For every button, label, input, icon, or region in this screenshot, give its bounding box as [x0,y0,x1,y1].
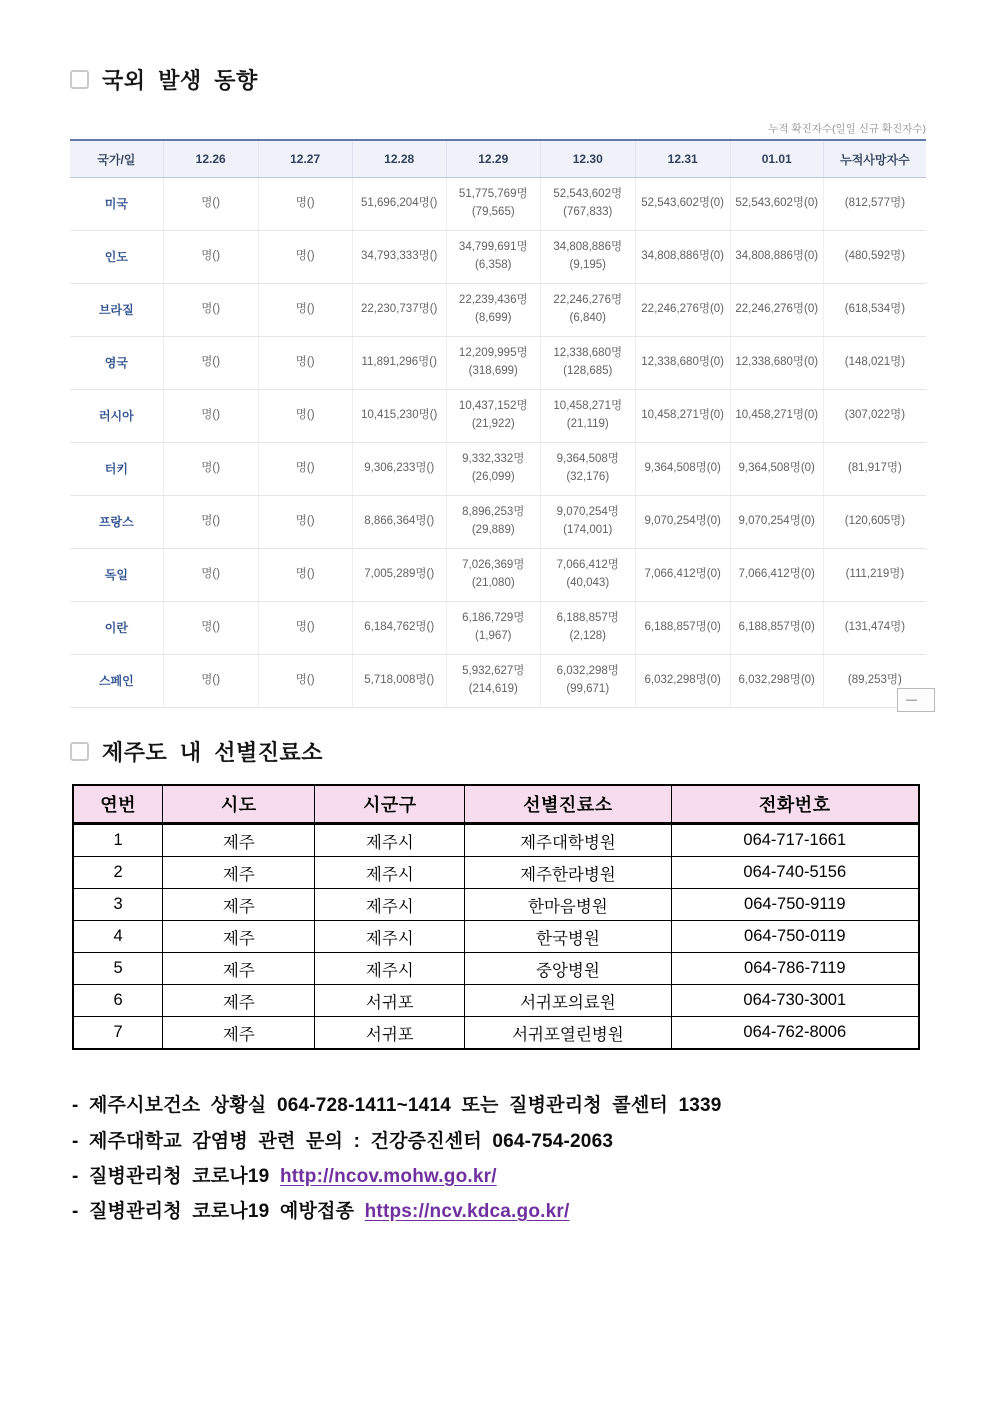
value-cell [540,231,635,284]
clinic-cell: 한마음병원 [465,889,671,921]
value-cell [635,655,730,708]
value-cell [352,231,446,284]
clinic-cell: 064-717-1661 [671,824,919,857]
value-cell [446,496,540,549]
checkbox-square-icon [70,742,89,761]
clinic-cell: 064-786-7119 [671,953,919,985]
clinic-cell: 서귀포열린병원 [465,1017,671,1050]
value-line: 52,543,602명(0) [735,197,819,210]
jeju-clinic-table-body [73,824,919,1050]
value-line: 51,696,204명() [361,197,438,210]
value-line: (6,840) [569,312,606,324]
table-row [73,953,919,985]
jeju-clinic-table [72,784,920,1050]
table-row [73,889,919,921]
section-overseas-title [70,64,258,95]
table-row [70,284,926,337]
value-cell [635,549,730,602]
value-cell [446,337,540,390]
value-cell [823,443,926,496]
clinic-cell: 서귀포의료원 [465,985,671,1017]
value-cell [352,178,446,231]
table-legend-note: 누적 확진자수(일일 신규 확진자수) [768,123,926,135]
value-line: 명() [201,409,221,422]
clinic-cell: 제주 [163,985,315,1017]
value-line: (318,699) [468,365,518,377]
value-line: 명() [201,197,221,210]
clinic-cell: 제주 [163,953,315,985]
value-line: 9,364,508명(0) [644,462,721,475]
country-cell: 이란 [70,602,163,655]
table-row [73,857,919,889]
value-line: 22,230,737명() [361,303,438,316]
table-row [70,549,926,602]
value-line: 명() [201,356,221,369]
value-line: (174,001) [563,524,613,536]
footnote-text: - 질병관리청 코로나19 [72,1166,280,1187]
value-cell [258,390,352,443]
overseas-column-header: 12.29 [446,140,540,178]
value-cell [540,390,635,443]
value-line: (21,119) [566,418,609,430]
value-line: 6,188,857명(0) [644,621,721,634]
jeju-column-header: 전화번호 [671,785,919,824]
value-line: 10,458,271명(0) [735,409,819,422]
clinic-cell: 6 [73,985,163,1017]
value-cell [823,284,926,337]
value-line: 6,032,298명 [556,665,619,678]
value-line: 명() [295,197,315,210]
value-cell [446,655,540,708]
country-cell: 스페인 [70,655,163,708]
value-line: 52,543,602명 [553,188,623,201]
jeju-column-header: 연번 [73,785,163,824]
country-cell: 미국 [70,178,163,231]
value-cell [635,602,730,655]
footnote-line [72,1161,497,1188]
clinic-cell: 064-740-5156 [671,857,919,889]
clinic-cell: 제주시 [315,953,465,985]
table-row [73,1017,919,1050]
clinic-cell: 제주시 [315,824,465,857]
value-cell [352,337,446,390]
value-cell [163,549,258,602]
table-row [70,231,926,284]
footnote-text: - 제주시보건소 상황실 064-728-1411~1414 또는 질병관리청 콜센터 1339 [72,1095,722,1116]
table-row [73,921,919,953]
value-line: 9,364,508명(0) [738,462,815,475]
value-line: (21,922) [471,418,515,430]
checkbox-square-icon [70,70,89,89]
value-cell [352,496,446,549]
value-line: 7,026,369명 [462,559,525,572]
value-line: 8,896,253명 [462,506,525,519]
value-cell [163,178,258,231]
clinic-cell: 한국병원 [465,921,671,953]
value-line: 명() [201,250,221,263]
value-cell [446,602,540,655]
value-cell [446,390,540,443]
value-cell [730,337,823,390]
value-cell [730,443,823,496]
value-cell [823,549,926,602]
value-line: 10,458,271명 [553,400,623,413]
value-cell [730,284,823,337]
value-cell [823,231,926,284]
clinic-cell: 제주 [163,921,315,953]
value-cell [352,549,446,602]
value-line: 명() [201,462,221,475]
clinic-cell: 제주대학병원 [465,824,671,857]
value-line: 5,718,008명() [364,674,435,687]
value-cell [635,337,730,390]
value-cell [446,549,540,602]
value-line: 명() [295,621,315,634]
clinic-cell: 중앙병원 [465,953,671,985]
value-line: 명() [295,568,315,581]
value-cell [730,231,823,284]
value-line: 7,005,289명() [364,568,435,581]
country-cell: 인도 [70,231,163,284]
value-line: 명() [295,250,315,263]
clinic-cell: 5 [73,953,163,985]
value-line: 12,338,680명 [553,347,623,360]
clinic-cell: 2 [73,857,163,889]
table-row [73,985,919,1017]
value-line: 34,808,886명 [553,241,623,254]
value-line: 6,186,729명 [462,612,525,625]
value-cell [635,178,730,231]
value-cell [823,178,926,231]
overseas-table-header [70,140,926,178]
value-line: 22,246,276명(0) [641,303,725,316]
footnote-link[interactable]: http://ncov.mohw.go.kr/ [279,1166,497,1187]
clinic-cell: 4 [73,921,163,953]
jeju-column-header: 선별진료소 [465,785,671,824]
value-cell [163,655,258,708]
value-line: (40,043) [566,577,610,589]
value-cell [823,337,926,390]
value-line: 12,338,680명(0) [735,356,819,369]
value-cell [163,443,258,496]
footnote-text: - 제주대학교 감염병 관련 문의 : 건강증진센터 064-754-2063 [72,1131,614,1152]
clinic-cell: 제주시 [315,889,465,921]
value-cell [446,443,540,496]
value-line: 10,437,152명 [458,400,528,413]
value-cell [258,496,352,549]
value-cell [163,231,258,284]
clinic-cell: 1 [73,824,163,857]
value-line: 51,775,769명 [458,188,528,201]
table-row [70,496,926,549]
value-line: (2,128) [569,630,606,642]
value-line: (8,699) [475,312,512,324]
footnote-line [72,1090,722,1117]
value-line: 22,246,276명(0) [735,303,819,316]
value-cell [540,655,635,708]
overseas-column-header: 12.26 [163,140,258,178]
value-line: (214,619) [468,683,518,695]
value-line: 10,415,230명() [361,409,438,422]
value-cell [258,284,352,337]
value-line: 12,209,995명 [458,347,528,360]
value-line: 명() [201,621,221,634]
table-row [70,443,926,496]
value-line: (480,592명) [844,250,906,263]
value-line: 6,032,298명(0) [738,674,815,687]
value-line: (148,021명) [844,356,906,369]
value-line: (89,253명) [847,674,902,687]
value-line: 34,808,886명(0) [735,250,819,263]
footnote-link[interactable]: https://ncv.kdca.go.kr/ [364,1201,570,1222]
value-line: (26,099) [471,471,515,483]
table-row [70,390,926,443]
value-cell [540,602,635,655]
footnote-line [72,1196,569,1223]
value-cell [163,390,258,443]
footnote-line [72,1126,613,1153]
value-line: (1,967) [475,630,512,642]
value-line: 9,070,254명 [556,506,619,519]
value-cell [823,390,926,443]
value-line: 7,066,412명(0) [738,568,815,581]
value-cell [823,602,926,655]
table-row [70,178,926,231]
value-cell [163,602,258,655]
section-overseas-title-text: 국외 발생 동향 [102,68,258,93]
value-line: 7,066,412명(0) [644,568,721,581]
value-cell [823,496,926,549]
value-cell [258,178,352,231]
value-line: (131,474명) [844,621,906,634]
value-cell [163,284,258,337]
value-cell [540,284,635,337]
jeju-clinic-table-header [73,785,919,824]
value-cell [730,655,823,708]
value-cell [258,549,352,602]
value-cell [258,443,352,496]
value-line: 52,543,602명(0) [641,197,725,210]
value-line: 명() [201,303,221,316]
value-cell [635,390,730,443]
table-row [70,337,926,390]
clinic-cell: 서귀포 [315,1017,465,1050]
country-cell: 영국 [70,337,163,390]
value-line: 5,932,627명 [462,665,525,678]
value-cell [352,390,446,443]
clinic-cell: 제주시 [315,921,465,953]
value-cell [352,602,446,655]
clinic-cell: 3 [73,889,163,921]
clinic-cell: 제주 [163,857,315,889]
clinic-cell: 064-762-8006 [671,1017,919,1050]
value-line: 34,808,886명(0) [641,250,725,263]
overseas-column-header: 12.28 [352,140,446,178]
value-cell [730,602,823,655]
value-line: 명() [201,674,221,687]
value-cell [352,655,446,708]
value-cell [540,549,635,602]
value-cell [540,178,635,231]
value-line: 9,364,508명 [556,453,619,466]
country-cell: 러시아 [70,390,163,443]
value-cell [635,284,730,337]
overseas-table [70,139,926,708]
country-cell: 브라질 [70,284,163,337]
value-cell [258,231,352,284]
value-line: (32,176) [566,471,610,483]
scroll-top-button-partial[interactable] [897,688,935,712]
value-line: 명() [295,515,315,528]
value-cell [163,337,258,390]
country-cell: 프랑스 [70,496,163,549]
footnote-text: - 질병관리청 코로나19 예방접종 [72,1201,365,1222]
value-line: (767,833) [563,206,613,218]
overseas-column-header: 국가/일 [70,140,163,178]
value-line: 명() [295,356,315,369]
value-line: (6,358) [475,259,512,271]
value-line: (79,565) [471,206,515,218]
value-line: 34,799,691명 [458,241,528,254]
jeju-header-row [73,785,919,824]
overseas-column-header: 01.01 [730,140,823,178]
value-line: 6,184,762명() [364,621,435,634]
dash-icon: — [906,694,917,706]
value-line: (128,685) [563,365,613,377]
country-cell: 터키 [70,443,163,496]
value-cell [730,549,823,602]
overseas-column-header: 12.31 [635,140,730,178]
value-line: 9,306,233명() [364,462,435,475]
value-cell [635,231,730,284]
clinic-cell: 제주시 [315,857,465,889]
value-line: (618,534명) [844,303,906,316]
value-line: (21,080) [471,577,515,589]
value-line: (307,022명) [844,409,906,422]
value-line: 22,239,436명 [458,294,528,307]
clinic-cell: 제주 [163,824,315,857]
value-cell [258,602,352,655]
value-line: (9,195) [569,259,606,271]
value-cell [258,655,352,708]
value-line: 22,246,276명 [553,294,623,307]
overseas-header-row [70,140,926,178]
clinic-cell: 제주 [163,889,315,921]
clinic-cell: 서귀포 [315,985,465,1017]
value-line: 명() [295,674,315,687]
value-cell [730,390,823,443]
section-jeju-title [70,736,323,767]
value-line: 11,891,296명() [361,356,437,369]
value-cell [258,337,352,390]
value-line: 8,866,364명() [364,515,435,528]
value-line: 명() [201,515,221,528]
jeju-column-header: 시도 [163,785,315,824]
clinic-cell: 064-750-0119 [671,921,919,953]
value-line: 6,188,857명(0) [738,621,815,634]
value-cell [352,284,446,337]
value-line: (29,889) [471,524,515,536]
clinic-cell: 제주 [163,1017,315,1050]
country-cell: 독일 [70,549,163,602]
overseas-column-header: 12.30 [540,140,635,178]
clinic-cell: 064-730-3001 [671,985,919,1017]
value-cell [446,231,540,284]
jeju-column-header: 시군구 [315,785,465,824]
overseas-column-header: 누적사망자수 [823,140,926,178]
value-line: 명() [295,462,315,475]
value-line: (81,917명) [847,462,902,475]
value-cell [730,496,823,549]
value-line: 명() [201,568,221,581]
value-line: 34,793,333명() [361,250,438,263]
value-cell [540,443,635,496]
table-row [73,824,919,857]
value-line: 12,338,680명(0) [641,356,725,369]
value-line: (120,605명) [844,515,906,528]
value-cell [163,496,258,549]
overseas-table-body [70,178,926,708]
value-line: 6,188,857명 [556,612,619,625]
clinic-cell: 7 [73,1017,163,1050]
value-line: 10,458,271명(0) [641,409,725,422]
value-line: 6,032,298명(0) [644,674,721,687]
value-cell [446,284,540,337]
section-jeju-title-text: 제주도 내 선별진료소 [102,740,323,765]
clinic-cell: 제주한라병원 [465,857,671,889]
value-cell [635,496,730,549]
table-row [70,655,926,708]
value-line: (812,577명) [844,197,906,210]
value-cell [540,496,635,549]
value-cell [446,178,540,231]
value-line: 명() [295,303,315,316]
clinic-cell: 064-750-9119 [671,889,919,921]
value-line: 9,070,254명(0) [738,515,815,528]
value-cell [352,443,446,496]
value-line: 9,070,254명(0) [644,515,721,528]
value-line: (111,219명) [845,568,905,581]
table-row [70,602,926,655]
overseas-column-header: 12.27 [258,140,352,178]
value-cell [540,337,635,390]
value-cell [635,443,730,496]
value-line: 명() [295,409,315,422]
value-line: 7,066,412명 [556,559,619,572]
value-cell [730,178,823,231]
value-line: 9,332,332명 [462,453,525,466]
value-line: (99,671) [566,683,610,695]
